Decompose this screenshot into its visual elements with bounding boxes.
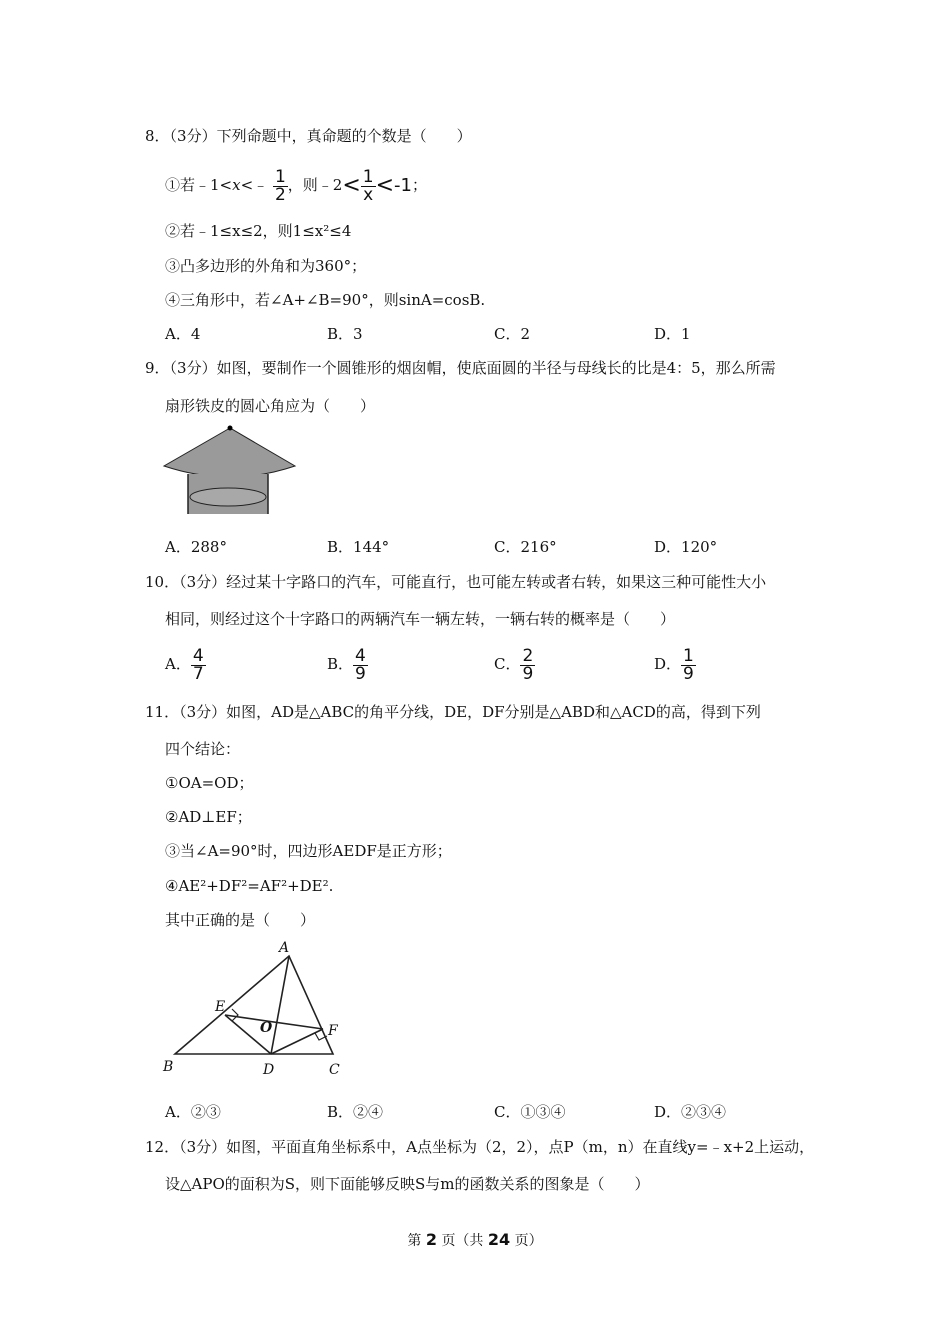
- q8-s1-frac2-num: 1: [362, 166, 374, 187]
- q10-option-d[interactable]: [654, 644, 696, 684]
- q9-cone-sector: [164, 428, 295, 477]
- q11-option-d[interactable]: D．②③④: [654, 1103, 727, 1121]
- q11-ask: 其中正确的是（ ）: [165, 911, 316, 929]
- q9-chimney-cap-figure: [160, 422, 300, 518]
- footer-prefix: 第: [407, 1233, 422, 1249]
- q8-s1-b: <﹣: [240, 176, 269, 194]
- q9-option-d[interactable]: D．120°: [654, 538, 718, 556]
- q8-s1-d: -1: [394, 175, 412, 196]
- q10-line-2: 相同，则经过这个十字路口的两辆汽车一辆左转，一辆右转的概率是（ ）: [165, 610, 676, 628]
- q10-option-b-label: B．: [327, 655, 354, 673]
- q9-option-c[interactable]: C．216°: [494, 538, 557, 556]
- q8-s1-lt2: <: [375, 173, 395, 198]
- q11-right-angle-f: [315, 1033, 327, 1040]
- q9-base-circle: [190, 488, 266, 506]
- q11-conclusion-3: ③当∠A=90°时，四边形AEDF是正方形；: [165, 842, 452, 860]
- q10-option-c-fraction: [520, 645, 535, 684]
- q10-option-a-label: A．: [165, 655, 191, 673]
- q12-line-2: 设△APO的面积为S，则下面能够反映S与m的函数关系的图象是（ ）: [165, 1175, 650, 1193]
- page-footer: [0, 1230, 950, 1250]
- q10-a-num: 4: [192, 645, 204, 666]
- q8-s1-frac-num: 1: [274, 166, 286, 187]
- q8-s1-c: ，则﹣2: [287, 176, 343, 194]
- q10-d-num: 1: [683, 645, 694, 666]
- q11-line-1: 11．（3分）如图，AD是△ABC的角平分线，DE，DF分别是△ABD和△ACD的高，得到下列: [145, 703, 761, 721]
- q10-b-num: 4: [355, 645, 366, 666]
- q10-a-den: 7: [192, 663, 204, 684]
- footer-total-pages: 24: [487, 1230, 511, 1249]
- q10-c-den: 9: [522, 663, 534, 684]
- q10-option-a[interactable]: [165, 644, 206, 684]
- footer-middle: 页（共: [441, 1233, 484, 1249]
- q11-right-angle-e: [232, 1009, 238, 1021]
- q10-option-c[interactable]: [494, 644, 535, 684]
- q8-s1-x: x: [232, 176, 241, 194]
- q8-statement-4: ④三角形中，若∠A+∠B=90°，则sinA=cosB.: [165, 291, 486, 309]
- q11-label-c: C: [329, 1062, 340, 1078]
- q10-option-d-fraction: [681, 645, 696, 684]
- q9-line-2: 扇形铁皮的圆心角应为（ ）: [165, 397, 376, 415]
- q8-s1-e: ；: [411, 176, 427, 194]
- q11-conclusion-2: ②AD⊥EF；: [165, 808, 252, 826]
- q8-s1-lt1: <: [342, 173, 361, 198]
- q11-option-b[interactable]: B．②④: [327, 1103, 384, 1121]
- q8-option-b[interactable]: B．3: [327, 325, 363, 343]
- q10-option-c-label: C．: [494, 655, 521, 673]
- q11-label-a: A: [279, 940, 290, 956]
- q11-label-f: F: [328, 1023, 338, 1039]
- q8-s1-a: ①若﹣1<: [165, 176, 233, 194]
- q10-option-a-fraction: [191, 645, 206, 684]
- q8-statement-1: [165, 163, 427, 207]
- q11-triangle-figure: [155, 935, 355, 1080]
- q8-option-a[interactable]: A．4: [165, 325, 201, 343]
- q10-option-b[interactable]: [327, 644, 368, 684]
- q8-title: 8．（3分）下列命题中，真命题的个数是（ ）: [145, 127, 472, 145]
- q11-label-o: O: [260, 1020, 273, 1036]
- q8-s1-fraction-2: [361, 166, 376, 205]
- q8-option-c[interactable]: C．2: [494, 325, 531, 343]
- q10-c-num: 2: [522, 645, 534, 666]
- q9-line-1: 9．（3分）如图，要制作一个圆锥形的烟囱帽，使底面圆的半径与母线长的比是4：5，那么所需: [145, 359, 776, 377]
- q8-s1-frac2-den: x: [363, 184, 374, 205]
- q11-option-a[interactable]: A．②③: [165, 1103, 221, 1121]
- q12-line-1: 12．（3分）如图，平面直角坐标系中，A点坐标为（2，2），点P（m，n）在直线y=﹣x+2上运动，: [145, 1138, 815, 1156]
- q8-s1-fraction: [273, 166, 288, 205]
- q8-option-d[interactable]: D．1: [654, 325, 691, 343]
- q11-conclusion-1: ①OA=OD；: [165, 774, 254, 792]
- q9-option-a[interactable]: A．288°: [165, 538, 227, 556]
- footer-page-number: 2: [425, 1230, 437, 1249]
- q11-segment-df: [271, 1029, 323, 1054]
- q11-line-2: 四个结论：: [165, 740, 241, 758]
- q8-statement-3: ③凸多边形的外角和为360°；: [165, 257, 367, 275]
- q11-conclusion-4: ④AE²+DF²=AF²+DE².: [165, 877, 334, 895]
- q8-s1-frac-den: 2: [274, 184, 286, 205]
- q8-statement-2: ②若﹣1≤x≤2，则1≤x²≤4: [165, 222, 352, 240]
- q9-cone-apex: [228, 426, 233, 431]
- q11-segment-ad: [271, 956, 289, 1054]
- q10-b-den: 9: [355, 663, 366, 684]
- q11-option-c[interactable]: C．①③④: [494, 1103, 566, 1121]
- q10-option-d-label: D．: [654, 655, 682, 673]
- q11-label-e: E: [215, 999, 226, 1015]
- q10-option-b-fraction: [353, 645, 368, 684]
- q11-label-d: D: [263, 1062, 275, 1078]
- q10-d-den: 9: [683, 663, 694, 684]
- q9-option-b[interactable]: B．144°: [327, 538, 390, 556]
- footer-suffix: 页）: [514, 1233, 543, 1249]
- q10-line-1: 10．（3分）经过某十字路口的汽车，可能直行，也可能左转或者右转，如果这三种可能性大小: [145, 573, 767, 591]
- q11-label-b: B: [163, 1059, 174, 1075]
